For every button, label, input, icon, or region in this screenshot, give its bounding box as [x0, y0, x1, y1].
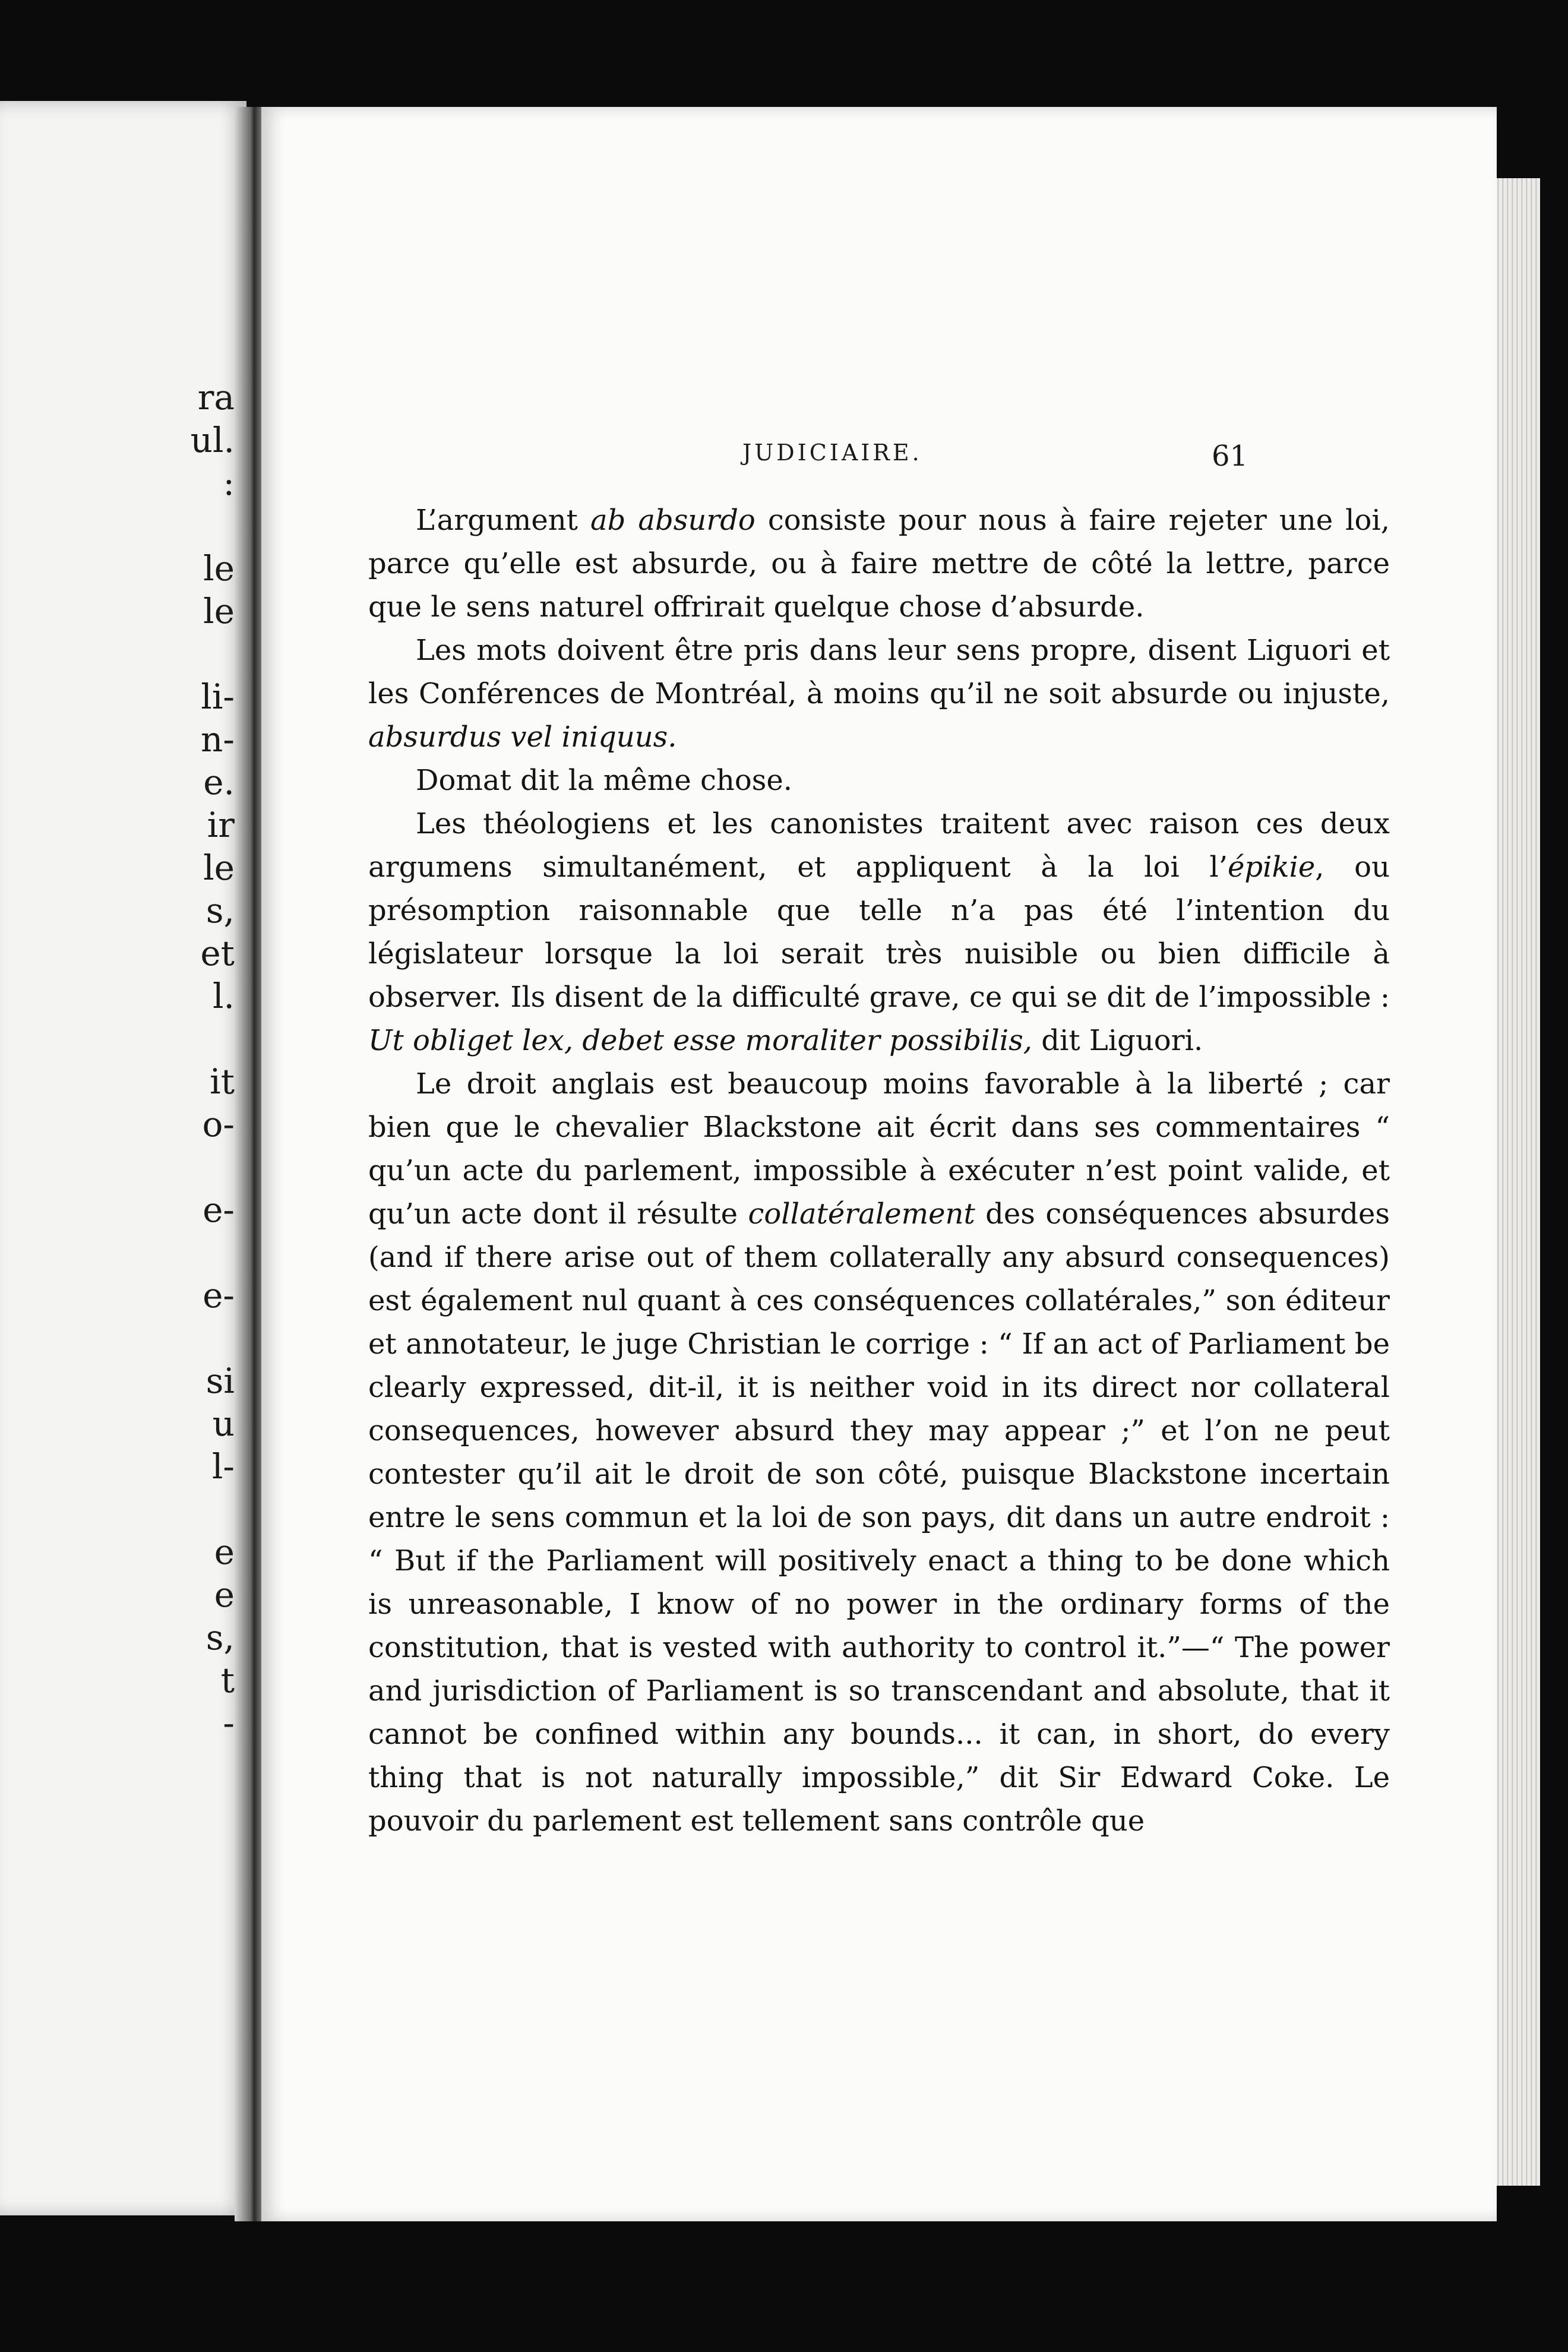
text-run: Les mots doivent être pris dans leur sens propre, disent Liguori et les Conférences de Montréal, à moins qu’il ne soit absurde ou injuste,: [368, 634, 1390, 710]
facing-page-fragment: et: [200, 933, 235, 973]
text-run: , ou présomption raisonnable que telle n’a pas été l’intention du législateur lorsque la loi serait très nuisible ou bien difficile à observer. Ils disent de la difficulté grave, ce qui se dit de l’impossible :: [368, 851, 1390, 1014]
facing-page-fragment: :: [223, 463, 235, 503]
facing-page-fragment: n-: [201, 719, 235, 760]
text-run: des conséquences absurdes (and if there arise out of them collaterally any absurd consequences) est également nul quant à ces conséquences collatérales,” son éditeur et annotateur, le juge Christian le corrige : “ If an act of Parliament be clearly expressed, dit-il, it is neither void in its direct nor collateral consequences, however absurd they may appear ;” et l’on ne peut contester qu’il ait le droit de son côté, puisque Blackstone incertain entre le sens commun et la loi de son pays, dit dans un autre endroit : “ But if the Parliament will positively enact a thing to be done which is unreasonable, I know of no power in the ordinary forms of the constitution, that is vested with authority to control it.”—“ The power and jurisdiction of Parliament is so transcendant and absolute, that it cannot be confined within any bounds... it can, in short, do every thing that is not naturally impossible,” dit Sir Edward Coke. Le pouvoir du parlement est tellement sans contrôle que: [368, 1197, 1390, 1838]
facing-page-fragment: s,: [206, 890, 235, 931]
facing-page-fragment: si: [206, 1361, 235, 1401]
paragraph: [368, 499, 1390, 629]
facing-page-fragment: e: [214, 1532, 235, 1572]
paragraph: [368, 629, 1390, 759]
facing-page-fragment: l.: [213, 976, 235, 1016]
facing-page-fragment: -: [223, 1703, 235, 1743]
paragraph: [368, 802, 1390, 1063]
italic-phrase: Ut obliget lex, debet esse moraliter possibilis,: [368, 1024, 1032, 1057]
facing-page-fragment: it: [210, 1061, 235, 1102]
facing-page-fragment: le: [203, 848, 235, 888]
text-run: consiste pour nous à faire rejeter une loi, parce qu’elle est absurde, ou à faire mettre de côté la lettre, parce que le sens naturel offrirait quelque chose d’absurde.: [368, 504, 1390, 624]
facing-page-fragment: ul.: [190, 420, 235, 460]
italic-phrase: ab absurdo: [590, 504, 755, 537]
facing-page-fragment: ra: [197, 377, 235, 418]
facing-page-fragment: ir: [207, 805, 235, 845]
running-title: JUDICIAIRE.: [742, 440, 922, 466]
text-run: Domat dit la même chose.: [416, 764, 793, 797]
text-run: L’argument: [416, 504, 590, 537]
body-text: [368, 499, 1390, 1843]
italic-phrase: collatéralement: [748, 1197, 975, 1231]
facing-page-fragment: le: [203, 591, 235, 631]
text-run: Les théologiens et les canonistes traitent avec raison ces deux argumens simultanément, et appliquent à la loi l’: [368, 807, 1390, 884]
italic-phrase: épikie: [1227, 851, 1316, 884]
facing-page-fragment: u: [212, 1403, 235, 1444]
left-facing-page: [0, 101, 246, 2215]
paragraph: [368, 759, 1390, 802]
facing-page-fragment: li-: [201, 676, 235, 717]
paragraph: [368, 1063, 1390, 1843]
page-number: 61: [1212, 440, 1248, 473]
facing-page-fragment: t: [220, 1660, 235, 1700]
facing-page-fragment: le: [203, 548, 235, 589]
main-page: [261, 107, 1497, 2221]
text-run: dit Liguori.: [1032, 1024, 1203, 1057]
facing-page-fragment: s,: [206, 1617, 235, 1658]
facing-page-fragment: l-: [211, 1446, 235, 1487]
facing-page-fragment: o-: [202, 1104, 235, 1145]
facing-page-fragment: e.: [203, 762, 235, 802]
text-run: Le droit anglais est beaucoup moins favorable à la liberté ; car bien que le chevalier Blackstone ait écrit dans ses commentaires “ qu’un acte du parlement, impossible à exécuter n’est point valide, et qu’un acte dont il résulte: [368, 1067, 1390, 1231]
facing-page-fragment: e-: [203, 1275, 235, 1316]
italic-phrase: absurdus vel iniquus.: [368, 720, 677, 754]
facing-page-fragment: e-: [203, 1190, 235, 1230]
running-head: [261, 440, 1497, 475]
facing-page-fragment: e: [214, 1575, 235, 1615]
